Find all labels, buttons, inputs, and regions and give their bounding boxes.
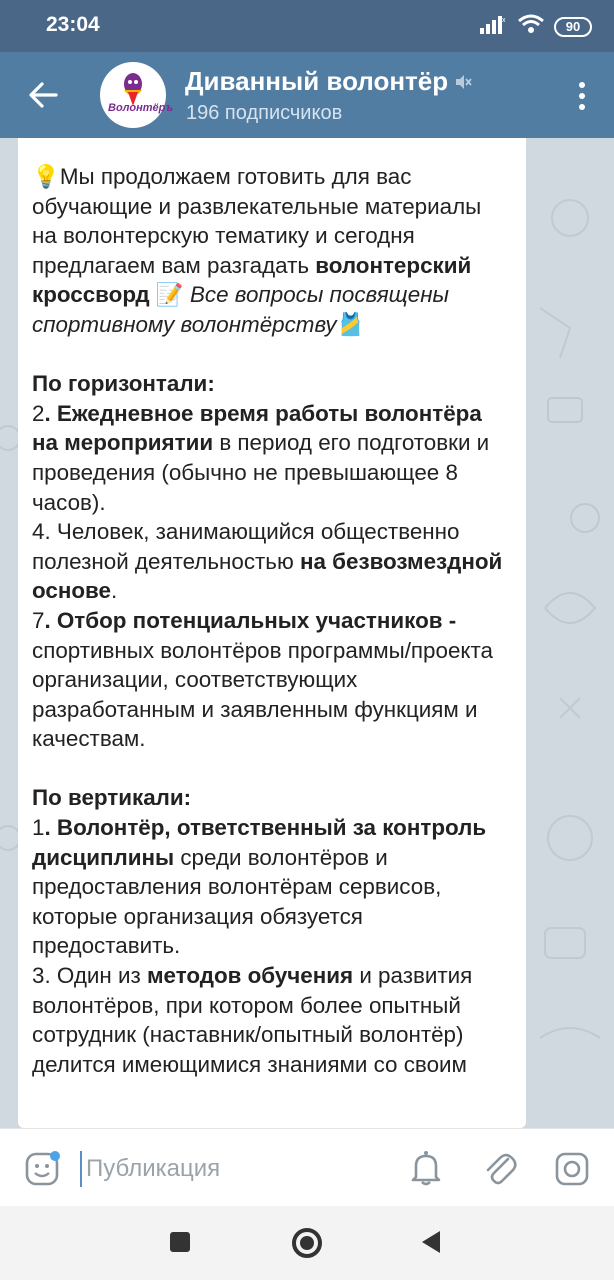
composer-bar — [0, 1128, 614, 1206]
menu-dot-icon — [579, 82, 585, 88]
clue-v3-text-2: и развития волонтёров, при котором более опытный сотрудник (наставник/опытный волонтёр) делится имеющимися знаниями со своим — [32, 963, 479, 1077]
chat-area[interactable] — [0, 138, 614, 1128]
app-header — [0, 52, 614, 138]
battery-icon: 90 — [554, 17, 592, 37]
channel-title-area[interactable] — [185, 66, 472, 97]
clue-h2-text: в период его подготовки и проведения (обычно не превышающее 8 часов). — [32, 430, 496, 515]
clue-number: 2 — [32, 400, 45, 426]
vertical-title: По вертикали: — [32, 785, 192, 811]
subscriber-count: 196 подписчиков — [186, 102, 343, 124]
message-intro: Мы продолжаем готовить для вас обучающие и развлекательные материалы на волонтерскую тематику и сегодня предлагаем вам разгадать — [32, 164, 488, 278]
clue-v1-bold: . Волонтёр, ответственный за контроль дисциплины — [32, 815, 493, 870]
channel-avatar[interactable] — [100, 62, 174, 128]
running-shirt-emoji: 🎽 — [336, 311, 365, 337]
menu-dot-icon — [579, 93, 585, 99]
clue-v1-text: среди волонтёров и предоставления волонтёрам сервисов, которые организация обязуется предоставить. — [32, 844, 448, 959]
clue-number: 7 — [32, 607, 45, 633]
wifi-icon — [518, 14, 544, 39]
paperclip-icon — [482, 1149, 518, 1187]
camera-icon — [554, 1151, 590, 1187]
emoji-button[interactable] — [24, 1151, 60, 1187]
message-bubble[interactable] — [18, 138, 526, 1128]
channel-name: Диванный волонтёр — [185, 66, 449, 96]
status-bar — [0, 0, 614, 52]
sticker-smile-icon — [24, 1151, 60, 1187]
horizontal-title: По горизонтали: — [32, 371, 215, 397]
volunteer-logo-icon — [100, 62, 166, 128]
clue-number: 3 — [32, 963, 45, 989]
home-button[interactable] — [292, 1228, 322, 1258]
clue-number: 4 — [32, 519, 45, 545]
more-menu-button[interactable] — [572, 78, 592, 114]
svg-text:x: x — [502, 17, 506, 24]
system-nav-bar — [0, 1206, 614, 1280]
clue-v3-bold: методов обучения — [146, 963, 354, 989]
notification-toggle-button[interactable] — [408, 1149, 444, 1187]
memo-emoji: 📝 — [149, 282, 190, 308]
recent-apps-button[interactable] — [170, 1232, 190, 1252]
clue-h4-end: . — [110, 578, 118, 604]
back-button[interactable] — [20, 72, 66, 118]
system-back-button[interactable] — [422, 1231, 440, 1253]
message-intro-bold: волонтерский кроссворд — [32, 252, 478, 308]
home-dot-icon — [300, 1236, 314, 1250]
clue-h7-bold: . Отбор потенциальных участников - — [44, 607, 457, 633]
clue-number: 1 — [32, 815, 45, 841]
clue-h7-text: спортивных волонтёров программы/проекта организации, соответствующих разработанным и заявленным функциям и качествам. — [32, 607, 500, 752]
clue-h4-text: . Человек, занимающийся общественно полезной деятельностью — [32, 519, 466, 574]
menu-dot-icon — [579, 104, 585, 110]
lightbulb-icon: 💡 — [32, 164, 60, 189]
clue-h4-bold: на безвозмездной основе — [32, 548, 509, 604]
bell-icon — [408, 1149, 444, 1187]
avatar-logo-text: Волонтёръ — [108, 102, 174, 114]
message-input[interactable] — [80, 1151, 380, 1187]
camera-button[interactable] — [554, 1151, 590, 1187]
back-arrow-icon — [28, 82, 58, 108]
status-icons — [480, 14, 592, 39]
clue-h2-bold: . Ежедневное время работы волонтёра на мероприятии — [32, 400, 489, 456]
status-time: 23:04 — [46, 13, 100, 36]
signal-icon — [480, 14, 508, 39]
muted-icon — [454, 73, 472, 91]
clue-v3-text: . Один из — [44, 963, 147, 989]
message-text — [32, 162, 512, 1079]
attach-button[interactable] — [482, 1149, 518, 1187]
message-intro-italic: Все вопросы посвящены спортивному волонтёрству — [32, 282, 456, 337]
